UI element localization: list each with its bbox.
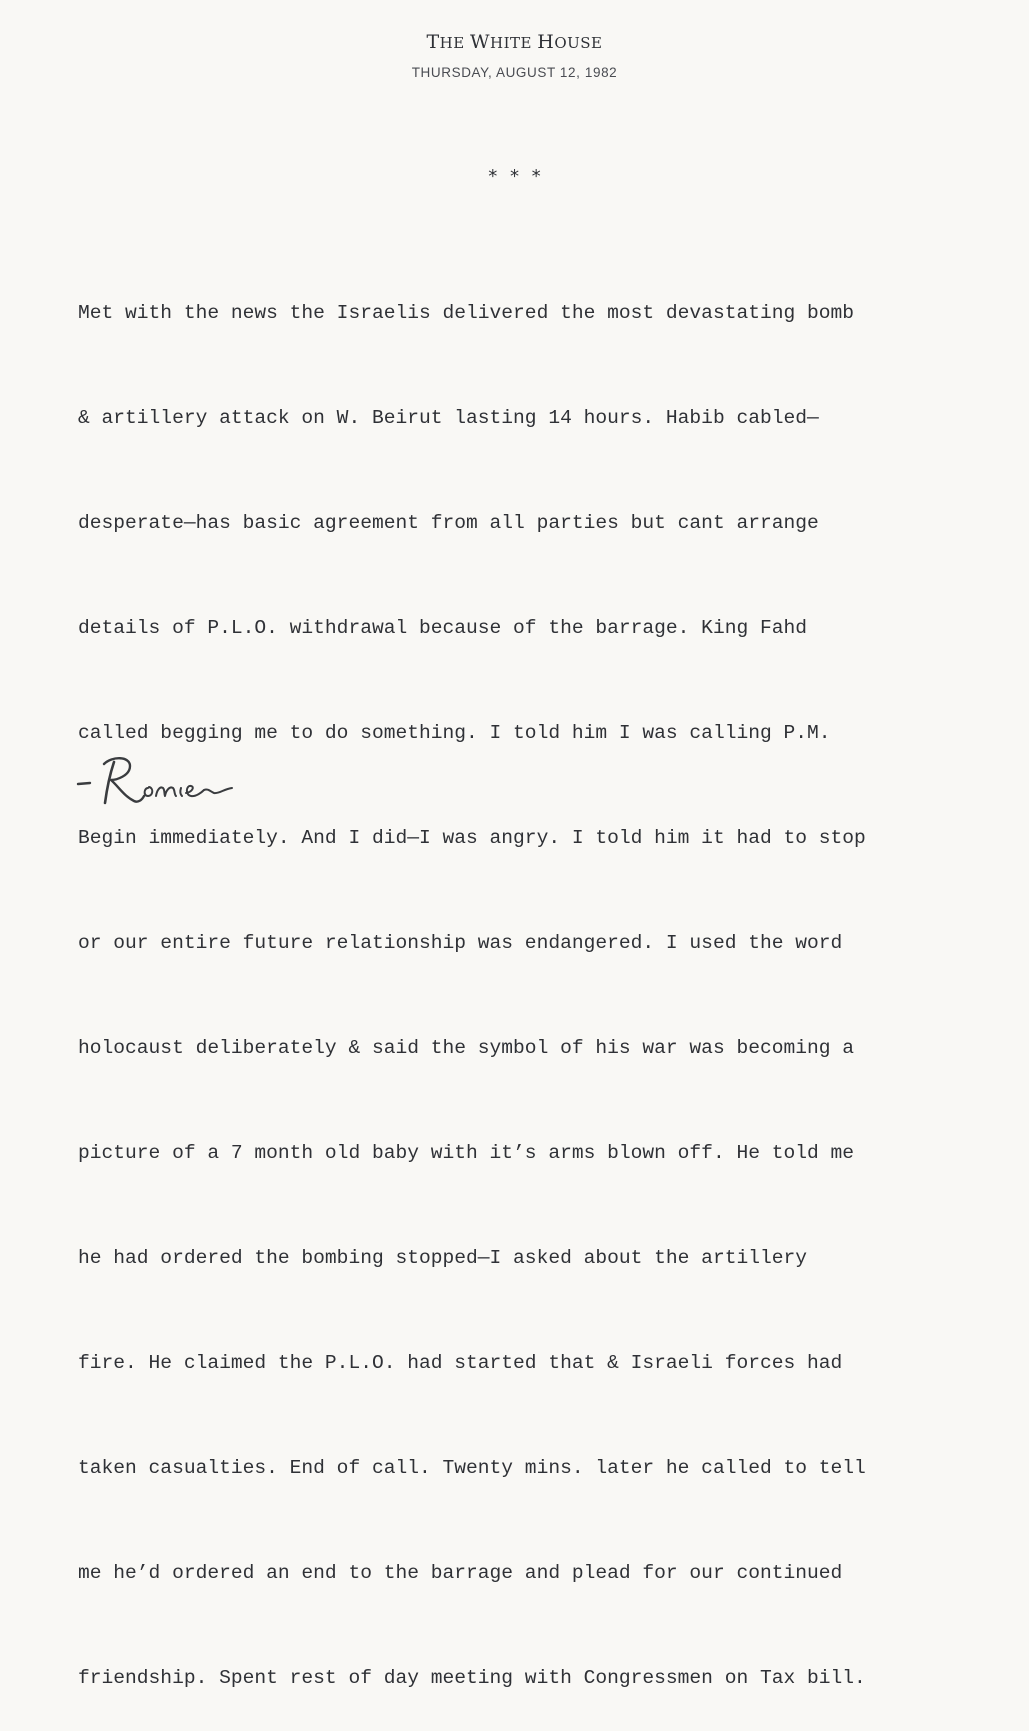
- entry-line: holocaust deliberately & said the symbol of his war was becoming a: [78, 1037, 855, 1059]
- section-separator: * * *: [487, 166, 542, 187]
- entry-line: fire. He claimed the P.L.O. had started that & Israeli forces had: [78, 1352, 843, 1374]
- document-header: [0, 30, 1029, 82]
- entry-line: he had ordered the bombing stopped—I asked about the artillery: [78, 1247, 808, 1269]
- entry-line: picture of a 7 month old baby with it’s arms blown off. He told me: [78, 1142, 855, 1164]
- entry-date: THURSDAY, AUGUST 12, 1982: [411, 65, 618, 80]
- entry-line: me he’d ordered an end to the barrage and plead for our continued: [78, 1562, 843, 1584]
- entry-line: & artillery attack on W. Beirut lasting 14 hours. Habib cabled—: [78, 407, 819, 429]
- masthead-title: THE WHITE HOUSE: [426, 31, 603, 53]
- entry-line: Met with the news the Israelis delivered the most devastating bomb: [78, 302, 855, 324]
- handwritten-signature-icon: [74, 748, 244, 810]
- entry-line: friendship. Spent rest of day meeting with Congressmen on Tax bill.: [78, 1667, 866, 1689]
- entry-line: desperate—has basic agreement from all parties but cant arrange: [78, 512, 819, 534]
- entry-line: details of P.L.O. withdrawal because of the barrage. King Fahd: [78, 617, 808, 639]
- diary-entry: [78, 226, 978, 1731]
- entry-line: taken casualties. End of call. Twenty mins. later he called to tell: [78, 1457, 866, 1479]
- entry-line: or our entire future relationship was endangered. I used the word: [78, 932, 843, 954]
- entry-line: called begging me to do something. I told him I was calling P.M.: [78, 722, 831, 744]
- entry-line: Begin immediately. And I did—I was angry. I told him it had to stop: [78, 827, 866, 849]
